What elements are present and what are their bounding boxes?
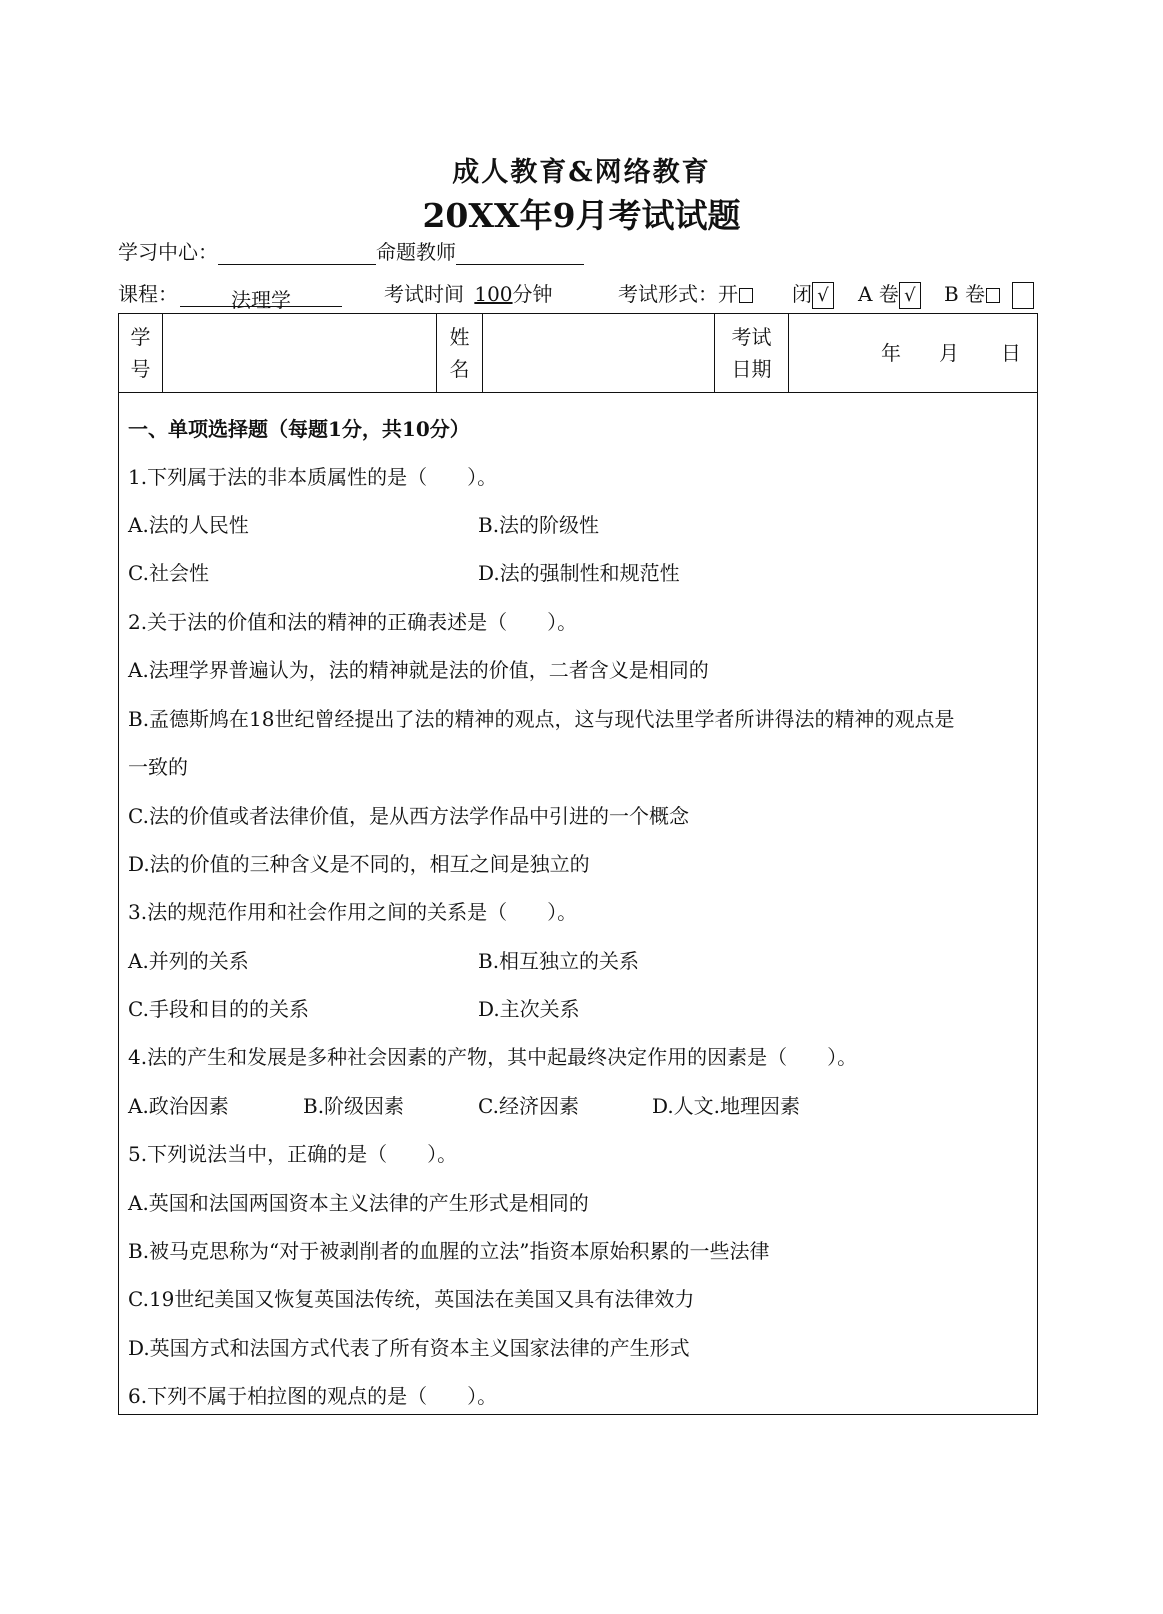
meta-line-1 xyxy=(118,236,584,265)
q2-option-b-line2: 一致的 xyxy=(128,755,188,779)
exam-header-title: 成人教育&网络教育 xyxy=(452,157,711,188)
date-field xyxy=(789,314,1037,392)
extra-checkbox xyxy=(1012,282,1034,309)
year-label: 年 xyxy=(881,341,901,365)
q1-option-b: B.法的阶级性 xyxy=(478,513,600,537)
exam-title: 20XX年9月考试试题 xyxy=(422,196,741,235)
b-paper-info xyxy=(944,278,1034,309)
q5-option-c: C.19世纪美国又恢复英国法传统，英国法在美国又具有法律效力 xyxy=(128,1287,695,1311)
form-label: 考试形式：开 xyxy=(618,282,738,306)
meta-line-2 xyxy=(118,278,342,312)
day-label: 日 xyxy=(1001,341,1021,365)
a-checkbox: √ xyxy=(899,282,921,309)
q4-option-c: C.经济因素 xyxy=(478,1094,579,1118)
q5-option-b: B.被马克思称为“对于被剥削者的血腥的立法”指资本原始积累的一些法律 xyxy=(128,1239,770,1263)
question-1: 1.下列属于法的非本质属性的是（ ）。 xyxy=(128,465,498,489)
teacher-label: 命题教师 xyxy=(376,240,456,264)
question-2: 2.关于法的价值和法的精神的正确表述是（ ）。 xyxy=(128,610,578,634)
date-label: 考试 日期 xyxy=(715,314,789,392)
a-paper-info xyxy=(858,278,921,309)
question-4: 4.法的产生和发展是多种社会因素的产物，其中起最终决定作用的因素是（ ）。 xyxy=(128,1045,858,1069)
time-label: 考试时间 xyxy=(384,282,464,306)
course-label: 课程： xyxy=(118,282,178,306)
q5-option-d: D.英国方式和法国方式代表了所有资本主义国家法律的产生形式 xyxy=(128,1336,690,1360)
center-blank xyxy=(218,242,376,265)
id-label: 学 号 xyxy=(119,314,163,392)
q3-option-b: B.相互独立的关系 xyxy=(478,949,640,973)
q1-option-c: C.社会性 xyxy=(128,561,209,585)
q2-option-a: A.法理学界普遍认为，法的精神就是法的价值，二者含义是相同的 xyxy=(128,658,709,682)
q4-option-b: B.阶级因素 xyxy=(303,1094,405,1118)
q1-option-d: D.法的强制性和规范性 xyxy=(478,561,680,585)
q1-option-a: A.法的人民性 xyxy=(128,513,249,537)
time-info xyxy=(384,278,553,307)
name-field xyxy=(483,314,715,392)
q2-option-d: D.法的价值的三种含义是不同的，相互之间是独立的 xyxy=(128,852,590,876)
closed-checkbox: √ xyxy=(812,282,834,309)
section-title: 一、单项选择题（每题1分，共10分） xyxy=(128,417,470,441)
q4-option-d: D.人文.地理因素 xyxy=(652,1094,801,1118)
a-label: A 卷 xyxy=(858,282,899,306)
question-3: 3.法的规范作用和社会作用之间的关系是（ ）。 xyxy=(128,900,578,924)
closed-label: 闭 xyxy=(792,282,812,306)
id-field xyxy=(163,314,437,392)
student-info-table xyxy=(118,313,1038,393)
q4-option-a: A.政治因素 xyxy=(128,1094,229,1118)
time-value: 100 xyxy=(474,282,513,306)
q5-option-a: A.英国和法国两国资本主义法律的产生形式是相同的 xyxy=(128,1191,589,1215)
b-checkbox xyxy=(986,288,1000,303)
q2-option-c: C.法的价值或者法律价值，是从西方法学作品中引进的一个概念 xyxy=(128,804,689,828)
q3-option-d: D.主次关系 xyxy=(478,997,580,1021)
center-label: 学习中心： xyxy=(118,240,218,264)
q3-option-c: C.手段和目的的关系 xyxy=(128,997,309,1021)
closed-info xyxy=(792,278,834,309)
q3-option-a: A.并列的关系 xyxy=(128,949,249,973)
open-checkbox xyxy=(739,288,753,303)
name-label: 姓 名 xyxy=(437,314,483,392)
question-5: 5.下列说法当中，正确的是（ ）。 xyxy=(128,1142,458,1166)
q2-option-b-line1: B.孟德斯鸠在18世纪曾经提出了法的精神的观点，这与现代法里学者所讲得法的精神的观点是 xyxy=(128,707,955,731)
time-unit: 分钟 xyxy=(512,282,553,306)
question-6: 6.下列不属于柏拉图的观点的是（ ）。 xyxy=(128,1384,498,1408)
course-value: 法理学 xyxy=(180,284,342,307)
teacher-blank xyxy=(456,242,584,265)
form-info xyxy=(618,278,753,307)
b-label: B 卷 xyxy=(944,282,986,306)
month-label: 月 xyxy=(939,341,959,365)
